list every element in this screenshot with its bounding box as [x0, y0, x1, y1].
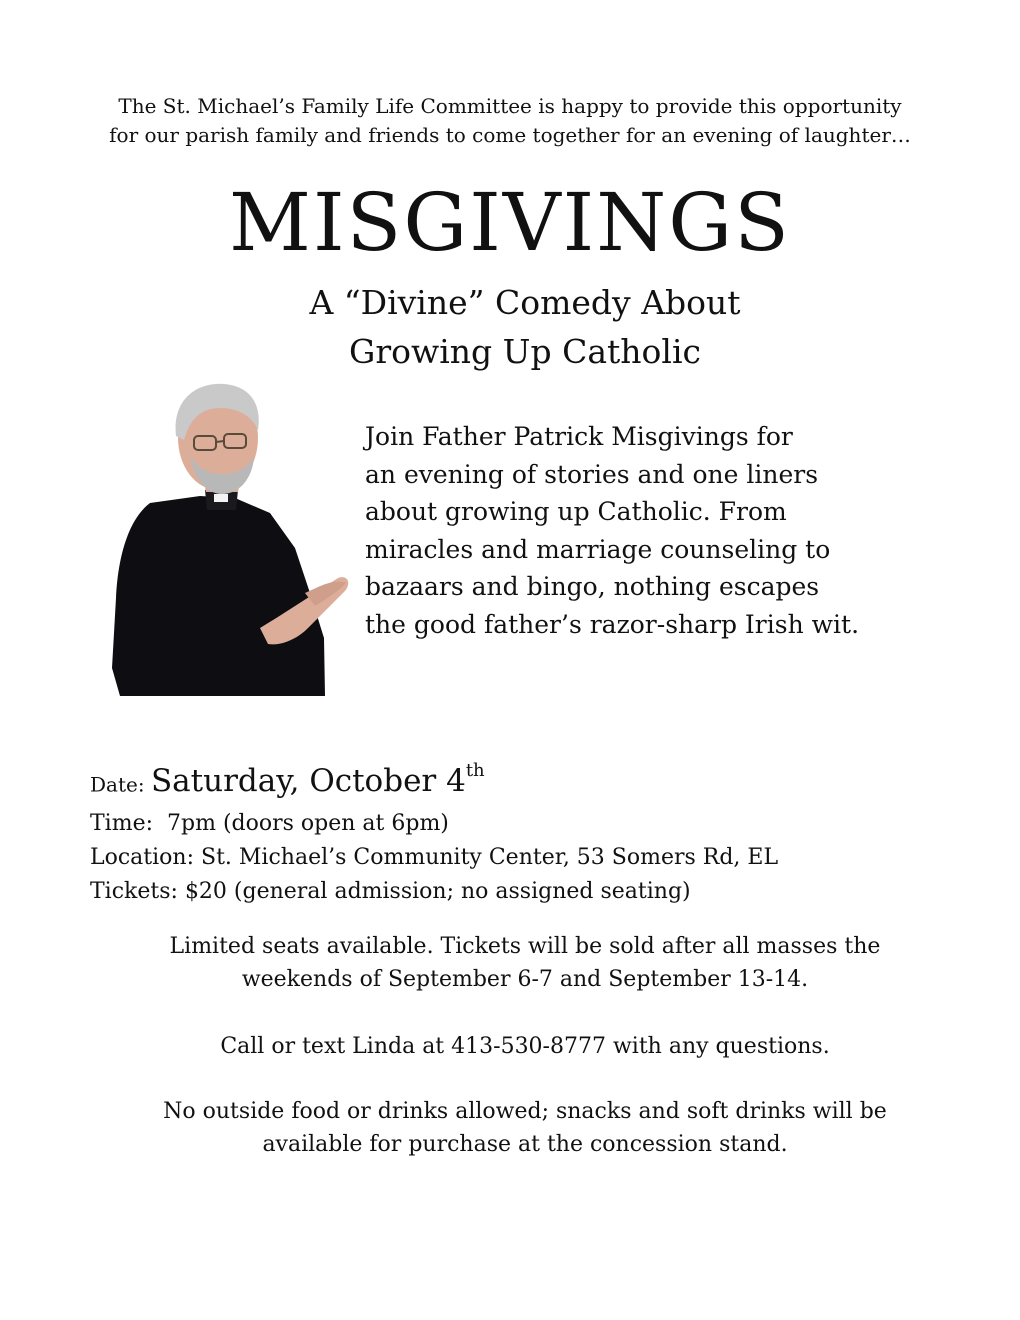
food-note-line-2: available for purchase at the concession stand. [262, 1132, 788, 1157]
blurb-line-3: about growing up Catholic. From [365, 497, 787, 526]
collar-tab [214, 494, 228, 502]
food-note-line-1: No outside food or drinks allowed; snacks and soft drinks will be [163, 1099, 887, 1124]
blurb-line-5: bazaars and bingo, nothing escapes [365, 572, 820, 601]
food-note [60, 1095, 990, 1161]
location-value: St. Michael’s Community Center, 53 Somers Rd, EL [201, 845, 779, 871]
intro-text [60, 92, 960, 150]
intro-line-1: The St. Michael’s Family Life Committee is happy to provide this opportunity [118, 94, 902, 118]
priest-photo [110, 378, 355, 698]
intro-line-2: for our parish family and friends to come together for an evening of laughter… [109, 123, 911, 147]
blurb-line-6: the good father’s razor-sharp Irish wit. [365, 609, 860, 639]
tickets-value: $20 (general admission; no assigned seating) [184, 879, 691, 905]
time-value: 7pm (doors open at 6pm) [167, 811, 449, 837]
event-title: MISGIVINGS [229, 176, 791, 269]
seats-note-line-2: weekends of September 6-7 and September 13-14. [241, 967, 809, 992]
event-subtitle [0, 278, 1020, 376]
time-label: Time: [90, 811, 154, 837]
location-row [90, 841, 990, 875]
tickets-row [90, 875, 990, 909]
date-label: Date: [90, 772, 145, 797]
seats-note [60, 930, 990, 996]
date-text: Saturday, October 4 [150, 763, 466, 800]
jacket-shape [112, 496, 325, 696]
subtitle-line-2: Growing Up Catholic [349, 332, 701, 371]
seats-note-line-1: Limited seats available. Tickets will be sold after all masses the [169, 934, 881, 959]
event-description [365, 418, 1005, 643]
tickets-label: Tickets: [90, 879, 178, 905]
blurb-line-2: an evening of stories and one liners [365, 459, 819, 489]
event-details [90, 752, 990, 909]
date-value [150, 760, 485, 800]
location-label: Location: [90, 845, 194, 871]
subtitle-line-1: A “Divine” Comedy About [309, 283, 741, 322]
date-suffix: th [465, 760, 485, 781]
blurb-line-1: Join Father Patrick Misgivings for [365, 422, 793, 451]
date-row [90, 752, 990, 807]
blurb-line-4: miracles and marriage counseling to [365, 534, 831, 564]
contact-line: Call or text Linda at 413-530-8777 with any questions. [220, 1034, 830, 1059]
contact-note [60, 1030, 990, 1063]
time-row [90, 807, 990, 841]
